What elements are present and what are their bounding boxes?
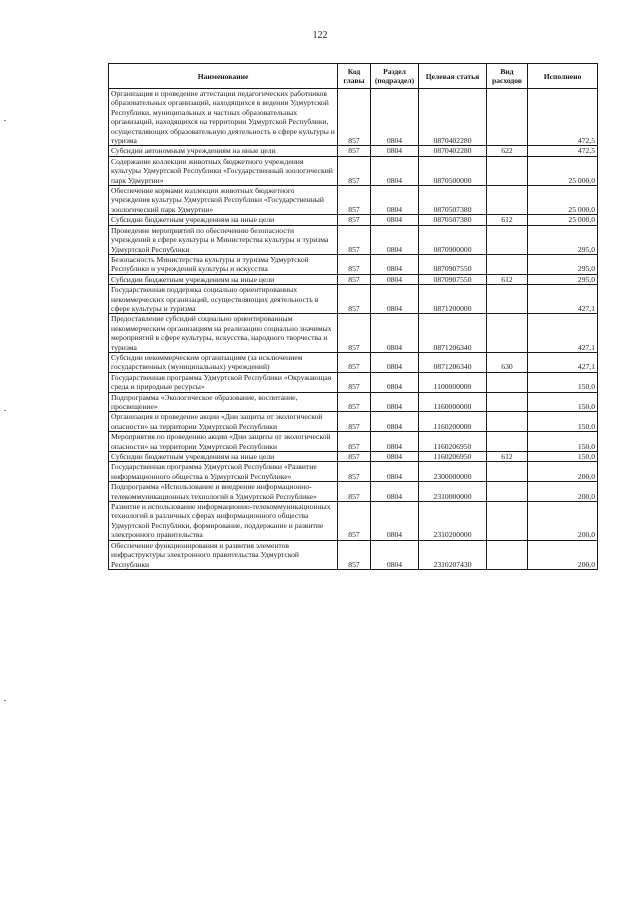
- table-row: [109, 254, 598, 274]
- cell-target: 0871200000: [419, 285, 487, 314]
- cell-section: 0804: [371, 314, 419, 353]
- cell-amount: 200,0: [528, 462, 598, 482]
- table-row: [109, 482, 598, 502]
- cell-name: Организация и проведение акции «Дни защиты от экологической опасности» на территории Удмуртской Республики: [109, 412, 338, 432]
- cell-amount: 295,0: [528, 254, 598, 274]
- page-number: 122: [312, 30, 328, 41]
- cell-amount: 295,0: [528, 225, 598, 254]
- cell-target: 0870507380: [419, 186, 487, 215]
- table-row: [109, 89, 598, 146]
- cell-code: 857: [338, 225, 371, 254]
- cell-section: 0804: [371, 412, 419, 432]
- header-executed: Исполнено: [528, 64, 598, 89]
- expenditure-table: [108, 63, 598, 570]
- cell-type: [487, 225, 528, 254]
- table-row: [109, 146, 598, 156]
- cell-name: Предоставление субсидий социально ориентированным некоммерческим организациям на реализацию социально значимых мероприятий в сфере культуры, искусства, народного творчества и туризма: [109, 314, 338, 353]
- cell-type: [487, 502, 528, 541]
- cell-code: 857: [338, 314, 371, 353]
- cell-amount: 472,5: [528, 146, 598, 156]
- cell-target: 0870402280: [419, 146, 487, 156]
- cell-target: 2310200000: [419, 502, 487, 541]
- table-row: [109, 392, 598, 412]
- cell-type: [487, 462, 528, 482]
- cell-type: 630: [487, 352, 528, 372]
- cell-name: Обеспечение функционирования и развития элементов инфраструктуры электронного правительства Удмуртской Республики: [109, 540, 338, 569]
- cell-target: 2300000000: [419, 462, 487, 482]
- cell-type: 612: [487, 274, 528, 284]
- cell-code: 857: [338, 285, 371, 314]
- cell-type: [487, 482, 528, 502]
- cell-section: 0804: [371, 452, 419, 462]
- cell-amount: 295,0: [528, 274, 598, 284]
- cell-name: Государственная программа Удмуртской Республики «Развитие информационного общества в Удмуртской Республике»: [109, 462, 338, 482]
- cell-code: 857: [338, 89, 371, 146]
- margin-mark: [4, 700, 6, 701]
- cell-target: 2310000000: [419, 482, 487, 502]
- cell-code: 857: [338, 392, 371, 412]
- cell-type: [487, 186, 528, 215]
- cell-section: 0804: [371, 372, 419, 392]
- table-row: [109, 285, 598, 314]
- cell-type: 622: [487, 146, 528, 156]
- table-row: [109, 314, 598, 353]
- cell-amount: 25 000,0: [528, 215, 598, 225]
- cell-code: 857: [338, 274, 371, 284]
- cell-section: 0804: [371, 352, 419, 372]
- cell-name: Развитие и использование информационно-телекоммуникационных технологий в различных сферах информационного общества Удмуртской Республики, формирование, поддержание и развитие электронного правительства: [109, 502, 338, 541]
- cell-type: [487, 372, 528, 392]
- cell-section: 0804: [371, 186, 419, 215]
- cell-target: 0870402280: [419, 89, 487, 146]
- cell-section: 0804: [371, 156, 419, 185]
- cell-amount: 200,0: [528, 502, 598, 541]
- cell-type: [487, 432, 528, 452]
- cell-type: [487, 412, 528, 432]
- cell-target: 1100000000: [419, 372, 487, 392]
- cell-amount: 200,0: [528, 482, 598, 502]
- table-row: [109, 186, 598, 215]
- margin-mark: [4, 120, 6, 121]
- cell-target: 1160206950: [419, 452, 487, 462]
- margin-mark: [4, 410, 6, 411]
- header-name: Наименование: [109, 64, 338, 89]
- cell-target: 1160206950: [419, 432, 487, 452]
- cell-type: [487, 392, 528, 412]
- cell-amount: 472,5: [528, 89, 598, 146]
- cell-amount: 427,1: [528, 352, 598, 372]
- cell-target: 0870907550: [419, 254, 487, 274]
- cell-code: 857: [338, 352, 371, 372]
- cell-name: Субсидии бюджетным учреждениям на иные цели: [109, 452, 338, 462]
- cell-name: Государственная программа Удмуртской Республики «Окружающая среда и природные ресурсы»: [109, 372, 338, 392]
- cell-type: [487, 285, 528, 314]
- cell-name: Государственная поддержка социально ориентированных некоммерческих организаций, осуществляющих деятельность в сфере культуры и туризма: [109, 285, 338, 314]
- cell-name: Субсидии автономным учреждениям на иные цели: [109, 146, 338, 156]
- cell-amount: 150,0: [528, 392, 598, 412]
- table-row: [109, 412, 598, 432]
- cell-code: 857: [338, 254, 371, 274]
- cell-target: 0871206340: [419, 314, 487, 353]
- cell-section: 0804: [371, 285, 419, 314]
- cell-target: 0871206340: [419, 352, 487, 372]
- cell-target: 0870900000: [419, 225, 487, 254]
- cell-code: 857: [338, 156, 371, 185]
- cell-amount: 25 000,0: [528, 186, 598, 215]
- cell-code: 857: [338, 482, 371, 502]
- cell-name: Подпрограмма «Использование и внедрение информационно-телекоммуникационных технологий в Удмуртской Республике»: [109, 482, 338, 502]
- cell-name: Субсидии бюджетным учреждениям на иные цели: [109, 215, 338, 225]
- cell-type: [487, 89, 528, 146]
- cell-name: Проведение мероприятий по обеспечению безопасности учреждений в сфере культуры и Министерства культуры и туризма Удмуртской Республики: [109, 225, 338, 254]
- cell-code: 857: [338, 146, 371, 156]
- cell-code: 857: [338, 462, 371, 482]
- cell-section: 0804: [371, 254, 419, 274]
- cell-type: [487, 156, 528, 185]
- cell-section: 0804: [371, 225, 419, 254]
- table-row: [109, 462, 598, 482]
- cell-name: Субсидии некоммерческим организациям (за исключением государственных (муниципальных) учреждений): [109, 352, 338, 372]
- cell-code: 857: [338, 432, 371, 452]
- cell-type: 612: [487, 452, 528, 462]
- cell-target: 2310207430: [419, 540, 487, 569]
- table-header-row: [109, 64, 598, 89]
- header-target: Целевая статья: [419, 64, 487, 89]
- cell-name: Безопасность Министерства культуры и туризма Удмуртской Республики и учреждений культуры и искусства: [109, 254, 338, 274]
- header-section: Раздел (подраздел): [371, 64, 419, 89]
- table-row: [109, 352, 598, 372]
- cell-section: 0804: [371, 89, 419, 146]
- cell-type: [487, 254, 528, 274]
- cell-code: 857: [338, 452, 371, 462]
- cell-section: 0804: [371, 432, 419, 452]
- cell-section: 0804: [371, 146, 419, 156]
- table-row: [109, 432, 598, 452]
- cell-name: Подпрограмма «Экологическое образование, воспитание, просвещение»: [109, 392, 338, 412]
- table-row: [109, 372, 598, 392]
- header-type: Вид расходов: [487, 64, 528, 89]
- cell-name: Обеспечение кормами коллекции животных бюджетного учреждения культуры Удмуртской Республики «Государственный зоологический парк Удмуртии»: [109, 186, 338, 215]
- table-row: [109, 225, 598, 254]
- cell-name: Содержание коллекции животных бюджетного учреждения культуры Удмуртской Республики «Государственный зоологический парк Удмуртии»: [109, 156, 338, 185]
- cell-amount: 25 000,0: [528, 156, 598, 185]
- cell-code: 857: [338, 372, 371, 392]
- cell-amount: 427,1: [528, 314, 598, 353]
- cell-target: 0870507380: [419, 215, 487, 225]
- cell-section: 0804: [371, 502, 419, 541]
- cell-section: 0804: [371, 462, 419, 482]
- cell-code: 857: [338, 502, 371, 541]
- cell-target: 0870907550: [419, 274, 487, 284]
- table-row: [109, 540, 598, 569]
- cell-code: 857: [338, 215, 371, 225]
- cell-section: 0804: [371, 482, 419, 502]
- cell-section: 0804: [371, 392, 419, 412]
- table-row: [109, 452, 598, 462]
- cell-type: [487, 314, 528, 353]
- cell-code: 857: [338, 540, 371, 569]
- table-row: [109, 156, 598, 185]
- table-row: [109, 215, 598, 225]
- cell-amount: 150,0: [528, 372, 598, 392]
- cell-target: 1160200000: [419, 412, 487, 432]
- cell-amount: 150,0: [528, 432, 598, 452]
- cell-section: 0804: [371, 540, 419, 569]
- table-row: [109, 274, 598, 284]
- cell-target: 0870500000: [419, 156, 487, 185]
- cell-amount: 150,0: [528, 452, 598, 462]
- cell-name: Мероприятия по проведению акции «Дни защиты от экологической опасности» на территории Удмуртской Республики: [109, 432, 338, 452]
- cell-amount: 150,0: [528, 412, 598, 432]
- cell-code: 857: [338, 412, 371, 432]
- cell-target: 1160000000: [419, 392, 487, 412]
- cell-amount: 427,1: [528, 285, 598, 314]
- cell-section: 0804: [371, 274, 419, 284]
- cell-section: 0804: [371, 215, 419, 225]
- cell-name: Организация и проведение аттестации педагогических работников образовательных организаций, находящихся в ведении Удмуртской Республики, муниципальных и частных образовательных организаций, находящихся на территории Удмуртской Республики, осуществляющих образовательную деятельность в сфере культуры и туризма: [109, 89, 338, 146]
- cell-code: 857: [338, 186, 371, 215]
- table-row: [109, 502, 598, 541]
- cell-name: Субсидии бюджетным учреждениям на иные цели: [109, 274, 338, 284]
- cell-amount: 200,0: [528, 540, 598, 569]
- cell-type: 612: [487, 215, 528, 225]
- header-code: Код главы: [338, 64, 371, 89]
- cell-type: [487, 540, 528, 569]
